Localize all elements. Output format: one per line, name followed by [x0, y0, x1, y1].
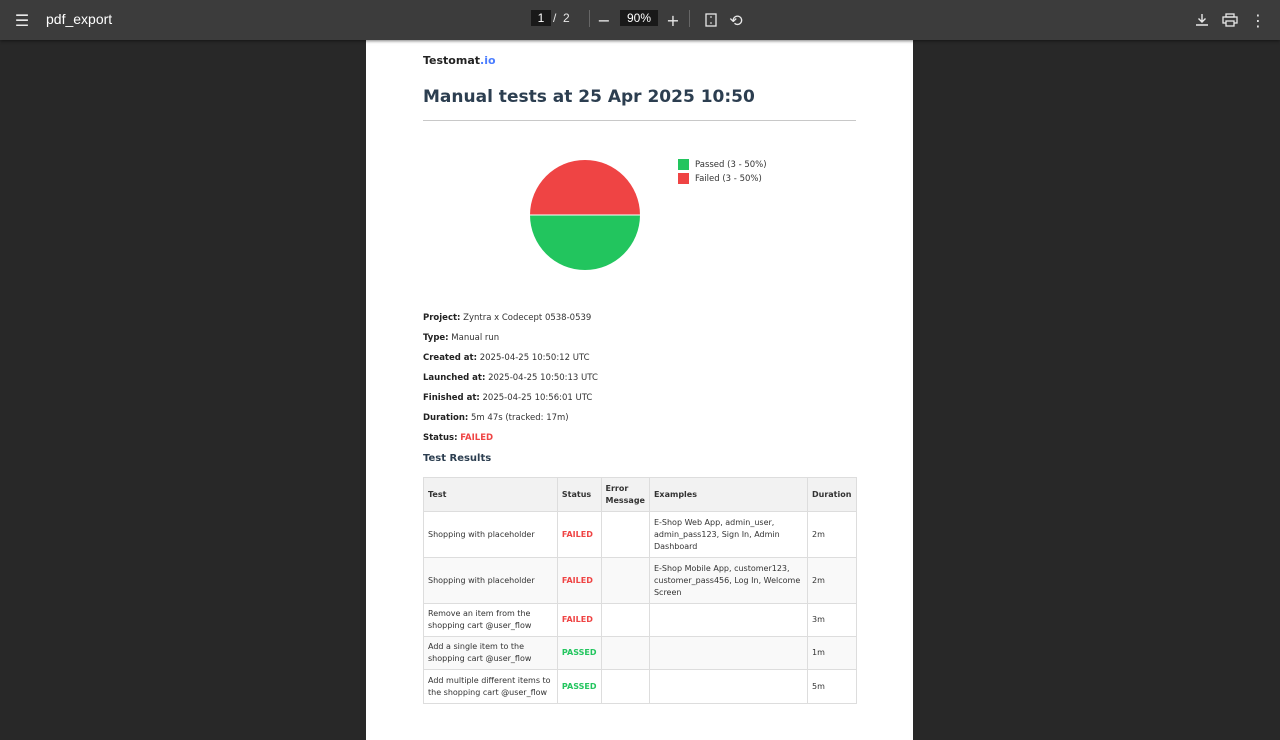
- info-label: Duration:: [423, 413, 469, 423]
- divider: [589, 10, 590, 27]
- cell-duration: 1m: [807, 637, 856, 670]
- document-title: pdf_export: [46, 11, 113, 27]
- info-value: 5m 47s (tracked: 17m): [471, 413, 569, 423]
- cell-examples: [649, 604, 807, 637]
- column-header-error: Error Message: [601, 478, 649, 512]
- pdf-toolbar: [0, 0, 1280, 40]
- test-results-heading: Test Results: [423, 453, 492, 464]
- table-row: [424, 670, 857, 704]
- cell-status: PASSED: [557, 670, 601, 704]
- info-launched-at: [423, 373, 598, 383]
- info-type: [423, 333, 499, 343]
- info-value: Zyntra x Codecept 0538-0539: [463, 313, 592, 323]
- cell-error: [601, 512, 649, 558]
- zoom-out-icon[interactable]: −: [597, 10, 611, 30]
- legend-item-failed: [678, 173, 762, 184]
- column-header-examples: Examples: [649, 478, 807, 512]
- info-label: Status:: [423, 433, 458, 443]
- results-table: [423, 477, 857, 704]
- cell-duration: 5m: [807, 670, 856, 704]
- legend-swatch: [678, 159, 689, 170]
- divider: [423, 120, 856, 121]
- fit-page-icon[interactable]: [699, 8, 723, 32]
- cell-examples: [649, 637, 807, 670]
- cell-error: [601, 637, 649, 670]
- cell-examples: E-Shop Web App, admin_user, admin_pass123, Sign In, Admin Dashboard: [649, 512, 807, 558]
- info-duration: [423, 413, 569, 423]
- info-value: 2025-04-25 10:50:12 UTC: [479, 353, 590, 363]
- column-header-duration: Duration: [807, 478, 856, 512]
- cell-test: Shopping with placeholder: [424, 558, 558, 604]
- info-finished-at: [423, 393, 592, 403]
- cell-status: FAILED: [557, 558, 601, 604]
- cell-status: FAILED: [557, 512, 601, 558]
- testomat-logo: Testomat.io: [423, 54, 496, 67]
- table-row: [424, 558, 857, 604]
- cell-test: Add multiple different items to the shopping cart @user_flow: [424, 670, 558, 704]
- info-label: Project:: [423, 313, 461, 323]
- table-row: [424, 604, 857, 637]
- pie-chart: [529, 159, 641, 271]
- info-label: Created at:: [423, 353, 478, 363]
- more-icon[interactable]: ⋮: [1250, 10, 1266, 30]
- zoom-input[interactable]: 90%: [620, 10, 658, 26]
- cell-examples: [649, 670, 807, 704]
- cell-status: PASSED: [557, 637, 601, 670]
- rotate-icon[interactable]: ⟲: [729, 10, 743, 30]
- cell-error: [601, 558, 649, 604]
- menu-icon[interactable]: ☰: [14, 10, 30, 30]
- pie-slice-failed: [530, 160, 640, 215]
- legend-swatch: [678, 173, 689, 184]
- cell-test: Shopping with placeholder: [424, 512, 558, 558]
- cell-status: FAILED: [557, 604, 601, 637]
- cell-examples: E-Shop Mobile App, customer123, customer_pass456, Log In, Welcome Screen: [649, 558, 807, 604]
- pie-slice-passed: [530, 215, 640, 270]
- info-status: [423, 433, 493, 443]
- info-label: Type:: [423, 333, 449, 343]
- page-separator: /: [553, 11, 557, 25]
- cell-test: Add a single item to the shopping cart @user_flow: [424, 637, 558, 670]
- cell-duration: 2m: [807, 558, 856, 604]
- page-number-input[interactable]: 1: [531, 10, 551, 26]
- legend-label: Passed (3 - 50%): [695, 159, 767, 170]
- zoom-in-icon[interactable]: +: [666, 10, 680, 30]
- info-created-at: [423, 353, 590, 363]
- cell-test: Remove an item from the shopping cart @user_flow: [424, 604, 558, 637]
- info-value: Manual run: [451, 333, 500, 343]
- download-icon[interactable]: [1190, 8, 1214, 32]
- pdf-page: [366, 40, 913, 740]
- cell-error: [601, 670, 649, 704]
- info-value: 2025-04-25 10:50:13 UTC: [488, 373, 598, 383]
- divider: [689, 10, 690, 27]
- cell-duration: 3m: [807, 604, 856, 637]
- table-row: [424, 512, 857, 558]
- legend-item-passed: [678, 159, 767, 170]
- report-title: Manual tests at 25 Apr 2025 10:50: [423, 87, 755, 107]
- print-icon[interactable]: [1218, 8, 1242, 32]
- info-label: Launched at:: [423, 373, 486, 383]
- table-row: [424, 637, 857, 670]
- info-project: [423, 313, 591, 323]
- total-pages: 2: [563, 11, 570, 25]
- info-value: FAILED: [460, 433, 494, 443]
- column-header-test: Test: [424, 478, 558, 512]
- cell-error: [601, 604, 649, 637]
- column-header-status: Status: [557, 478, 601, 512]
- legend-label: Failed (3 - 50%): [695, 173, 762, 184]
- cell-duration: 2m: [807, 512, 856, 558]
- info-value: 2025-04-25 10:56:01 UTC: [482, 393, 593, 403]
- info-label: Finished at:: [423, 393, 480, 403]
